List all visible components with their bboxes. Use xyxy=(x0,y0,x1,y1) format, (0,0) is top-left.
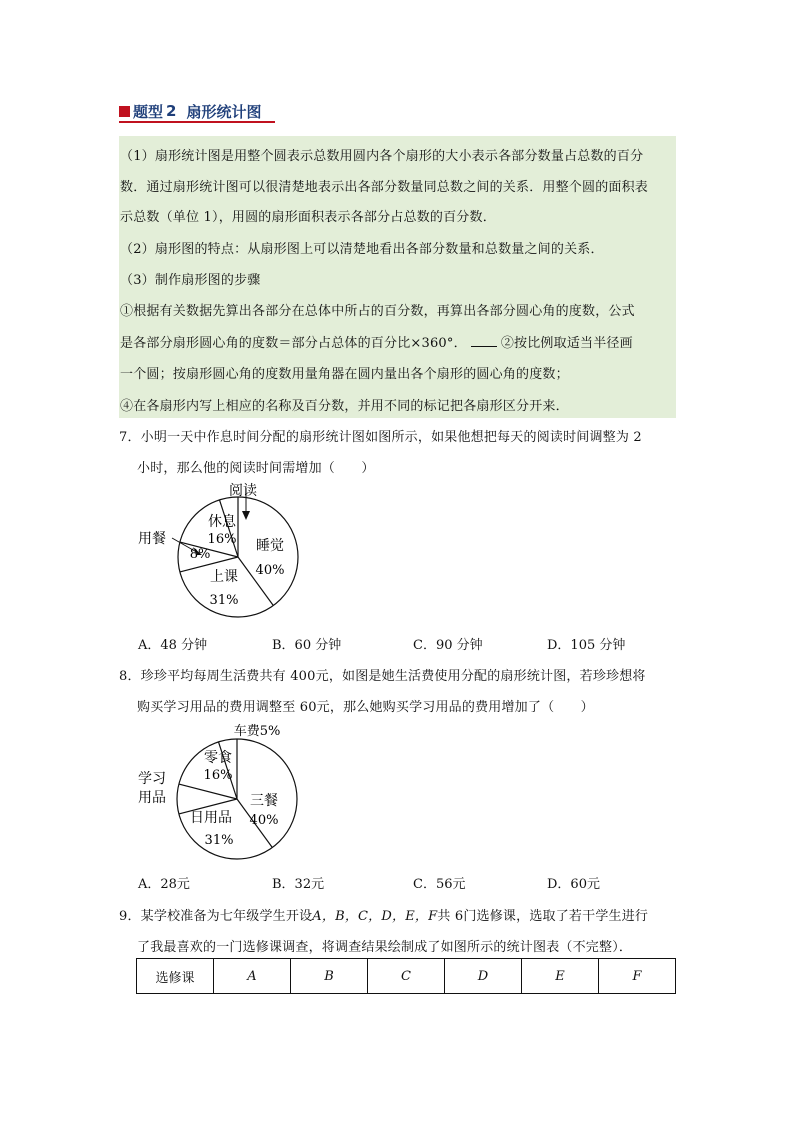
q8-label-snack: 零食 xyxy=(204,750,232,766)
q7-label-rest: 休息 xyxy=(208,514,236,530)
q8-pie-chart xyxy=(132,716,322,866)
q9-line-1 xyxy=(119,905,648,924)
section-title: 扇形统计图 xyxy=(186,102,262,121)
q7-label-class: 上课 xyxy=(210,569,238,585)
q8-label-daily: 日用品 xyxy=(190,810,232,826)
q7-option-b: B．60 分钟 xyxy=(272,638,342,653)
step-2-text: ②按比例取适当半径画 xyxy=(500,336,633,351)
q8-label-snack-pct: 16% xyxy=(203,768,233,783)
q8-option-d: D．60元 xyxy=(547,877,600,892)
q7-pie-chart xyxy=(130,474,320,624)
q8-label-study-1: 学习 xyxy=(138,771,166,787)
table-header-cell: B xyxy=(290,959,367,993)
q7-option-d: D．105 分钟 xyxy=(547,638,626,653)
red-square-icon xyxy=(119,106,130,117)
q7-option-a: A．48 分钟 xyxy=(138,638,208,653)
q7-label-reading: 阅读 xyxy=(229,483,257,499)
intro-line-8: 一个圆；按扇形圆心角的度数用量角器在圆内量出各个扇形的圆心角的度数； xyxy=(120,367,569,382)
section-heading xyxy=(119,101,261,121)
intro-line-1: （1）扇形统计图是用整个圆表示总数用圆内各个扇形的大小表示各部分数量占总数的百分 xyxy=(120,149,644,164)
q8-line-2: 购买学习用品的费用调整至 60元，那么她购买学习用品的费用增加了（ ） xyxy=(137,700,594,715)
intro-line-2: 数．通过扇形统计图可以很清楚地表示出各部分数量同总数之间的关系．用整个圆的面积表 xyxy=(120,180,649,195)
q8-pie-slices xyxy=(177,739,297,859)
table-header-cell: 选修课 xyxy=(155,970,195,986)
q9-table xyxy=(136,958,676,994)
intro-line-9: ④在各扇形内写上相应的名称及百分数，并用不同的标记把各扇形区分开来． xyxy=(120,399,569,414)
q8-label-daily-pct: 31% xyxy=(204,833,234,848)
heading-underline xyxy=(119,121,275,123)
q9-text-pre: 9．某学校准备为七年级学生开设 xyxy=(119,909,313,924)
table-header-cell: F xyxy=(598,959,675,993)
q8-label-meals-pct: 40% xyxy=(249,813,279,828)
table-header-cell: A xyxy=(213,959,290,993)
table-header-cell: E xyxy=(521,959,598,993)
section-number: 2 xyxy=(166,102,177,120)
q7-option-c: C．90 分钟 xyxy=(413,638,483,653)
q9-course-vars: A，B，C，D，E，F xyxy=(312,909,438,924)
section-label: 题型 xyxy=(133,102,164,121)
q8-line-1: 8．珍珍平均每周生活费共有 400元，如图是她生活费使用分配的扇形统计图，若珍珍想将 xyxy=(119,669,646,684)
q7-label-meal-pct: 8% xyxy=(189,547,211,562)
q7-label-rest-pct: 16% xyxy=(207,532,237,547)
intro-line-4: （2）扇形图的特点：从扇形图上可以清楚地看出各部分数量和总数量之间的关系． xyxy=(120,242,604,257)
q8-label-study-2: 用品 xyxy=(138,790,166,806)
q8-option-a: A．28元 xyxy=(138,877,190,892)
q9-line-2: 了我最喜欢的一门选修课调查，将调查结果绘制成了如图所示的统计图表（不完整）． xyxy=(137,940,633,955)
q8-label-meals: 三餐 xyxy=(250,793,278,809)
q8-option-b: B．32元 xyxy=(272,877,325,892)
q7-line-1: 7．小明一天中作息时间分配的扇形统计图如图所示，如果他想把每天的阅读时间调整为 2 xyxy=(119,430,642,445)
intro-line-7 xyxy=(120,332,674,351)
q7-label-class-pct: 31% xyxy=(209,593,239,608)
table-header-cell: D xyxy=(444,959,521,993)
intro-line-3: 示总数（单位 1），用圆的扇形面积表示各部分占总数的百分数． xyxy=(120,210,496,225)
intro-line-6: ①根据有关数据先算出各部分在总体中所占的百分数，再算出各部分圆心角的度数，公式 xyxy=(120,304,635,319)
q9-text-post: 共 6门选修课，选取了若干学生进行 xyxy=(437,909,649,924)
intro-line-5: （3）制作扇形图的步骤 xyxy=(120,273,261,288)
answer-blank xyxy=(471,334,497,347)
q8-option-c: C．56元 xyxy=(413,877,466,892)
q7-label-sleep: 睡觉 xyxy=(256,538,284,554)
formula-text: 是各部分扇形圆心角的度数＝部分占总体的百分比×360°． xyxy=(120,336,467,351)
q7-label-meal: 用餐 xyxy=(138,531,166,547)
q8-label-fare: 车费5% xyxy=(233,724,281,739)
q7-label-sleep-pct: 40% xyxy=(255,563,285,578)
table-header-cell: C xyxy=(367,959,444,993)
q7-line-2: 小时，那么他的阅读时间需增加（ ） xyxy=(137,461,375,476)
